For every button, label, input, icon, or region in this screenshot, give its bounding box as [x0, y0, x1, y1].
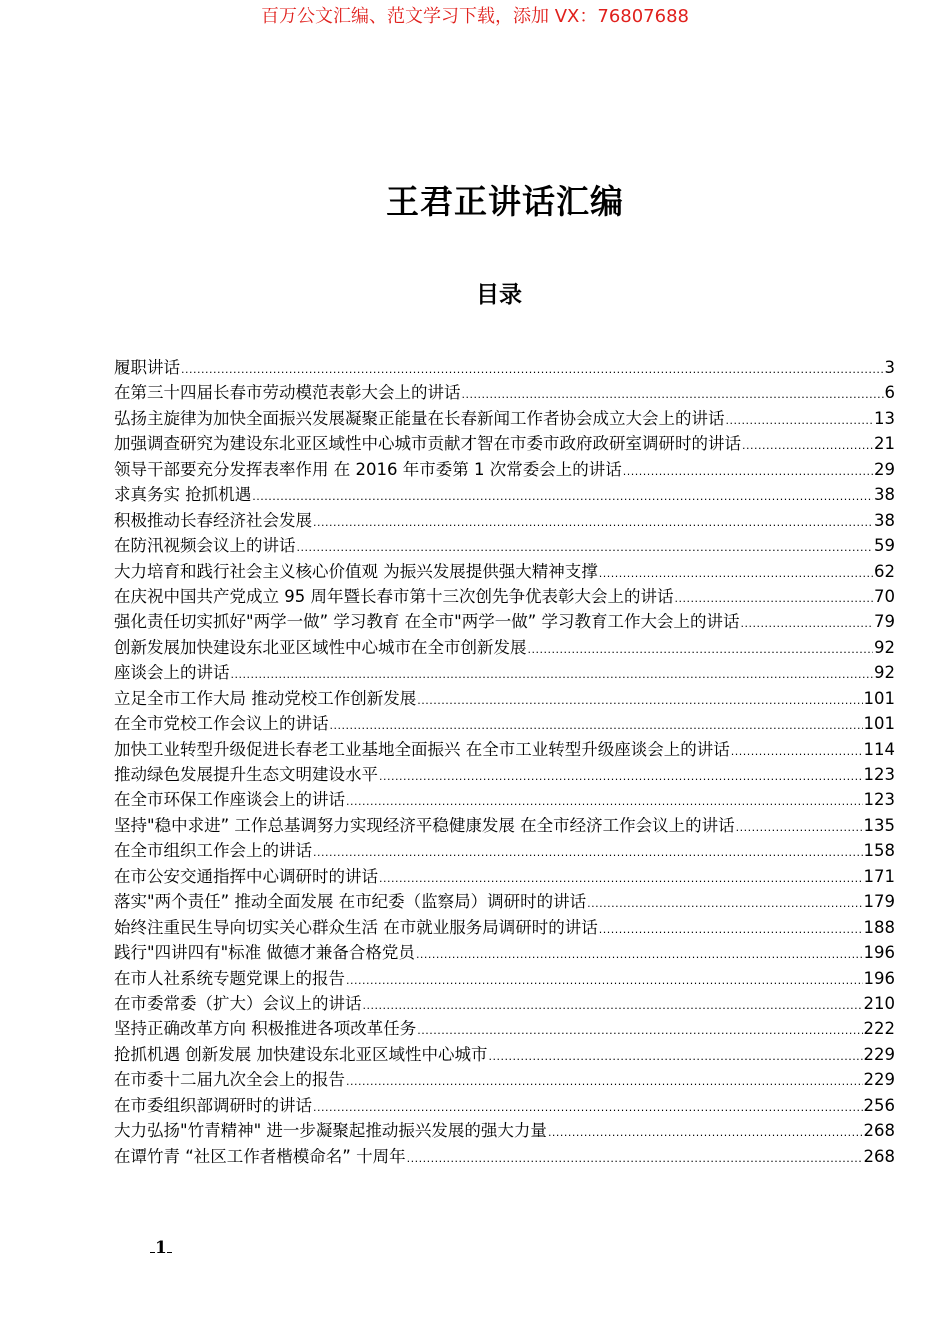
toc-entry-page: 268 — [863, 1121, 895, 1141]
toc-leader-dots — [416, 940, 863, 967]
toc-entry[interactable] — [114, 966, 895, 991]
toc-entry[interactable] — [114, 508, 895, 533]
toc-entry-title: 在市委组织部调研时的讲话 — [114, 1095, 312, 1115]
toc-entry-page: 59 — [874, 536, 895, 556]
toc-entry[interactable] — [114, 533, 895, 558]
toc-entry-page: 3 — [884, 358, 895, 377]
toc-leader-dots — [417, 1016, 862, 1043]
toc-entry-title: 加强调查研究为建设东北亚区域性中心城市贡献才智在市委市政府政研室调研时的讲话 — [114, 434, 741, 454]
toc-leader-dots — [548, 1118, 863, 1145]
toc-entry-title: 履职讲话 — [114, 358, 180, 377]
toc-entry[interactable] — [114, 1067, 895, 1092]
header-banner: 百万公文汇编、范文学习下载，添加 VX：76807688 — [261, 6, 689, 27]
toc-entry-title: 推动绿色发展提升生态文明建设水平 — [114, 765, 378, 784]
toc-leader-dots — [731, 737, 863, 764]
toc-entry[interactable] — [114, 1093, 895, 1118]
toc-leader-dots — [297, 533, 874, 560]
toc-leader-dots — [623, 457, 873, 484]
toc-entry-page: 222 — [863, 1019, 895, 1039]
table-of-contents — [114, 355, 895, 1169]
toc-entry-page: 114 — [863, 739, 895, 759]
toc-leader-dots — [313, 508, 873, 535]
toc-entry-title: 求真务实 抢抓机遇 — [114, 485, 252, 505]
toc-entry-title: 大力培育和践行社会主义核心价值观 为振兴发展提供强大精神支撑 — [114, 561, 598, 581]
toc-entry-page: 196 — [863, 968, 895, 988]
toc-leader-dots — [742, 431, 873, 458]
toc-leader-dots — [741, 609, 873, 636]
toc-entry[interactable] — [114, 1016, 895, 1041]
toc-entry-page: 101 — [863, 714, 895, 734]
toc-entry[interactable] — [114, 1118, 895, 1143]
toc-entry-title: 践行"四讲四有"标准 做德才兼备合格党员 — [114, 943, 415, 963]
toc-entry-page: 123 — [863, 790, 895, 810]
toc-entry-page: 179 — [863, 892, 895, 912]
toc-entry-page: 101 — [863, 688, 895, 708]
toc-entry[interactable] — [114, 838, 895, 863]
toc-leader-dots — [462, 380, 884, 407]
toc-entry-page: 196 — [863, 943, 895, 963]
toc-entry-page: 6 — [884, 383, 895, 403]
toc-leader-dots — [587, 889, 862, 916]
toc-entry[interactable] — [114, 762, 895, 787]
toc-leader-dots — [181, 355, 884, 382]
toc-entry[interactable] — [114, 787, 895, 812]
toc-entry[interactable] — [114, 686, 895, 711]
toc-entry-title: 在庆祝中国共产党成立 95 周年暨长春市第十三次创先争优表彰大会上的讲话 — [114, 586, 674, 606]
toc-entry-title: 积极推动长春经济社会发展 — [114, 510, 312, 530]
toc-entry[interactable] — [114, 889, 895, 914]
toc-entry[interactable] — [114, 813, 895, 838]
toc-entry-title: 坚持"稳中求进” 工作总基调努力实现经济平稳健康发展 在全市经济工作会议上的讲话 — [114, 815, 735, 835]
toc-leader-dots — [599, 915, 863, 942]
toc-entry[interactable] — [114, 991, 895, 1016]
toc-entry[interactable] — [114, 635, 895, 660]
toc-entry-page: 188 — [863, 917, 895, 937]
toc-entry-title: 落实"两个责任” 推动全面发展 在市纪委（监察局）调研时的讲话 — [114, 892, 587, 912]
toc-leader-dots — [231, 660, 874, 687]
toc-entry-page: 38 — [874, 485, 895, 505]
toc-entry-page: 171 — [863, 866, 895, 886]
toc-entry-page: 135 — [863, 815, 895, 835]
toc-entry[interactable] — [114, 660, 895, 685]
toc-entry-title: 在谭竹青 “社区工作者楷模命名” 十周年 — [114, 1146, 406, 1166]
toc-leader-dots — [528, 635, 874, 662]
toc-leader-dots — [252, 482, 873, 509]
toc-entry-title: 在防汛视频会议上的讲话 — [114, 536, 296, 556]
toc-leader-dots — [417, 686, 862, 713]
toc-leader-dots — [489, 1042, 863, 1069]
toc-entry-title: 在全市环保工作座谈会上的讲话 — [114, 790, 345, 810]
toc-entry[interactable] — [114, 1042, 895, 1067]
toc-entry-page: 268 — [863, 1146, 895, 1166]
toc-entry-title: 座谈会上的讲话 — [114, 663, 230, 683]
toc-entry-page: 29 — [874, 459, 895, 479]
toc-heading: 目录 — [476, 282, 522, 308]
toc-entry-title: 在全市组织工作会上的讲话 — [114, 841, 312, 861]
toc-entry-page: 79 — [874, 612, 895, 632]
toc-entry[interactable] — [114, 609, 895, 634]
toc-entry-title: 在全市党校工作会议上的讲话 — [114, 714, 329, 734]
page-number: 1 — [150, 1238, 172, 1258]
toc-entry-page: 70 — [874, 586, 895, 606]
toc-entry-title: 加快工业转型升级促进长春老工业基地全面振兴 在全市工业转型升级座谈会上的讲话 — [114, 739, 730, 759]
toc-entry-page: 62 — [874, 561, 895, 581]
toc-entry-title: 在市委常委（扩大）会议上的讲话 — [114, 993, 362, 1013]
toc-entry[interactable] — [114, 406, 895, 431]
toc-entry[interactable] — [114, 431, 895, 456]
toc-leader-dots — [379, 864, 863, 891]
toc-entry-title: 始终注重民生导向切实关心群众生活 在市就业服务局调研时的讲话 — [114, 917, 598, 937]
toc-entry[interactable] — [114, 355, 895, 380]
toc-leader-dots — [346, 787, 863, 814]
toc-entry-page: 256 — [863, 1095, 895, 1115]
toc-leader-dots — [379, 762, 863, 789]
toc-entry[interactable] — [114, 482, 895, 507]
toc-leader-dots — [346, 966, 863, 993]
toc-entry-page: 13 — [874, 408, 895, 428]
toc-entry-title: 坚持正确改革方向 积极推进各项改革任务 — [114, 1019, 417, 1039]
toc-entry-title: 大力弘扬"竹青精神" 进一步凝聚起推动振兴发展的强大力量 — [114, 1121, 547, 1141]
toc-leader-dots — [599, 559, 873, 586]
toc-entry[interactable] — [114, 380, 895, 405]
toc-leader-dots — [330, 711, 863, 738]
document-title: 王君正讲话汇编 — [386, 182, 624, 221]
toc-entry-page: 21 — [874, 434, 895, 454]
toc-entry[interactable] — [114, 559, 895, 584]
toc-entry[interactable] — [114, 584, 895, 609]
toc-entry-page: 229 — [863, 1070, 895, 1090]
toc-entry[interactable] — [114, 737, 895, 762]
toc-entry-title: 抢抓机遇 创新发展 加快建设东北亚区域性中心城市 — [114, 1044, 488, 1064]
toc-entry-page: 92 — [874, 663, 895, 683]
toc-leader-dots — [736, 813, 863, 840]
toc-entry[interactable] — [114, 864, 895, 889]
toc-entry[interactable] — [114, 1144, 895, 1169]
toc-entry-title: 创新发展加快建设东北亚区域性中心城市在全市创新发展 — [114, 637, 527, 657]
toc-leader-dots — [407, 1144, 863, 1171]
toc-leader-dots — [346, 1067, 863, 1094]
toc-entry[interactable] — [114, 457, 895, 482]
toc-leader-dots — [675, 584, 874, 611]
toc-leader-dots — [363, 991, 863, 1018]
toc-entry-title: 立足全市工作大局 推动党校工作创新发展 — [114, 688, 417, 708]
toc-entry-title: 领导干部要充分发挥表率作用 在 2016 年市委第 1 次常委会上的讲话 — [114, 459, 622, 479]
toc-leader-dots — [313, 1093, 863, 1120]
toc-entry-title: 弘扬主旋律为加快全面振兴发展凝聚正能量在长春新闻工作者协会成立大会上的讲话 — [114, 408, 725, 428]
toc-leader-dots — [726, 406, 874, 433]
toc-entry-page: 229 — [863, 1044, 895, 1064]
toc-entry-title: 在市委十二届九次全会上的报告 — [114, 1070, 345, 1090]
toc-entry-page: 38 — [874, 510, 895, 530]
toc-entry-page: 92 — [874, 637, 895, 657]
toc-entry-title: 在市人社系统专题党课上的报告 — [114, 968, 345, 988]
toc-entry-title: 在第三十四届长春市劳动模范表彰大会上的讲话 — [114, 383, 461, 403]
toc-entry-title: 在市公安交通指挥中心调研时的讲话 — [114, 866, 378, 886]
toc-entry[interactable] — [114, 940, 895, 965]
toc-entry-page: 158 — [863, 841, 895, 861]
toc-entry-title: 强化责任切实抓好"两学一做” 学习教育 在全市"两学一做” 学习教育工作大会上的讲话 — [114, 612, 740, 632]
toc-entry[interactable] — [114, 915, 895, 940]
toc-leader-dots — [313, 838, 863, 865]
toc-entry-page: 123 — [863, 765, 895, 784]
toc-entry[interactable] — [114, 711, 895, 736]
toc-entry-page: 210 — [863, 993, 895, 1013]
